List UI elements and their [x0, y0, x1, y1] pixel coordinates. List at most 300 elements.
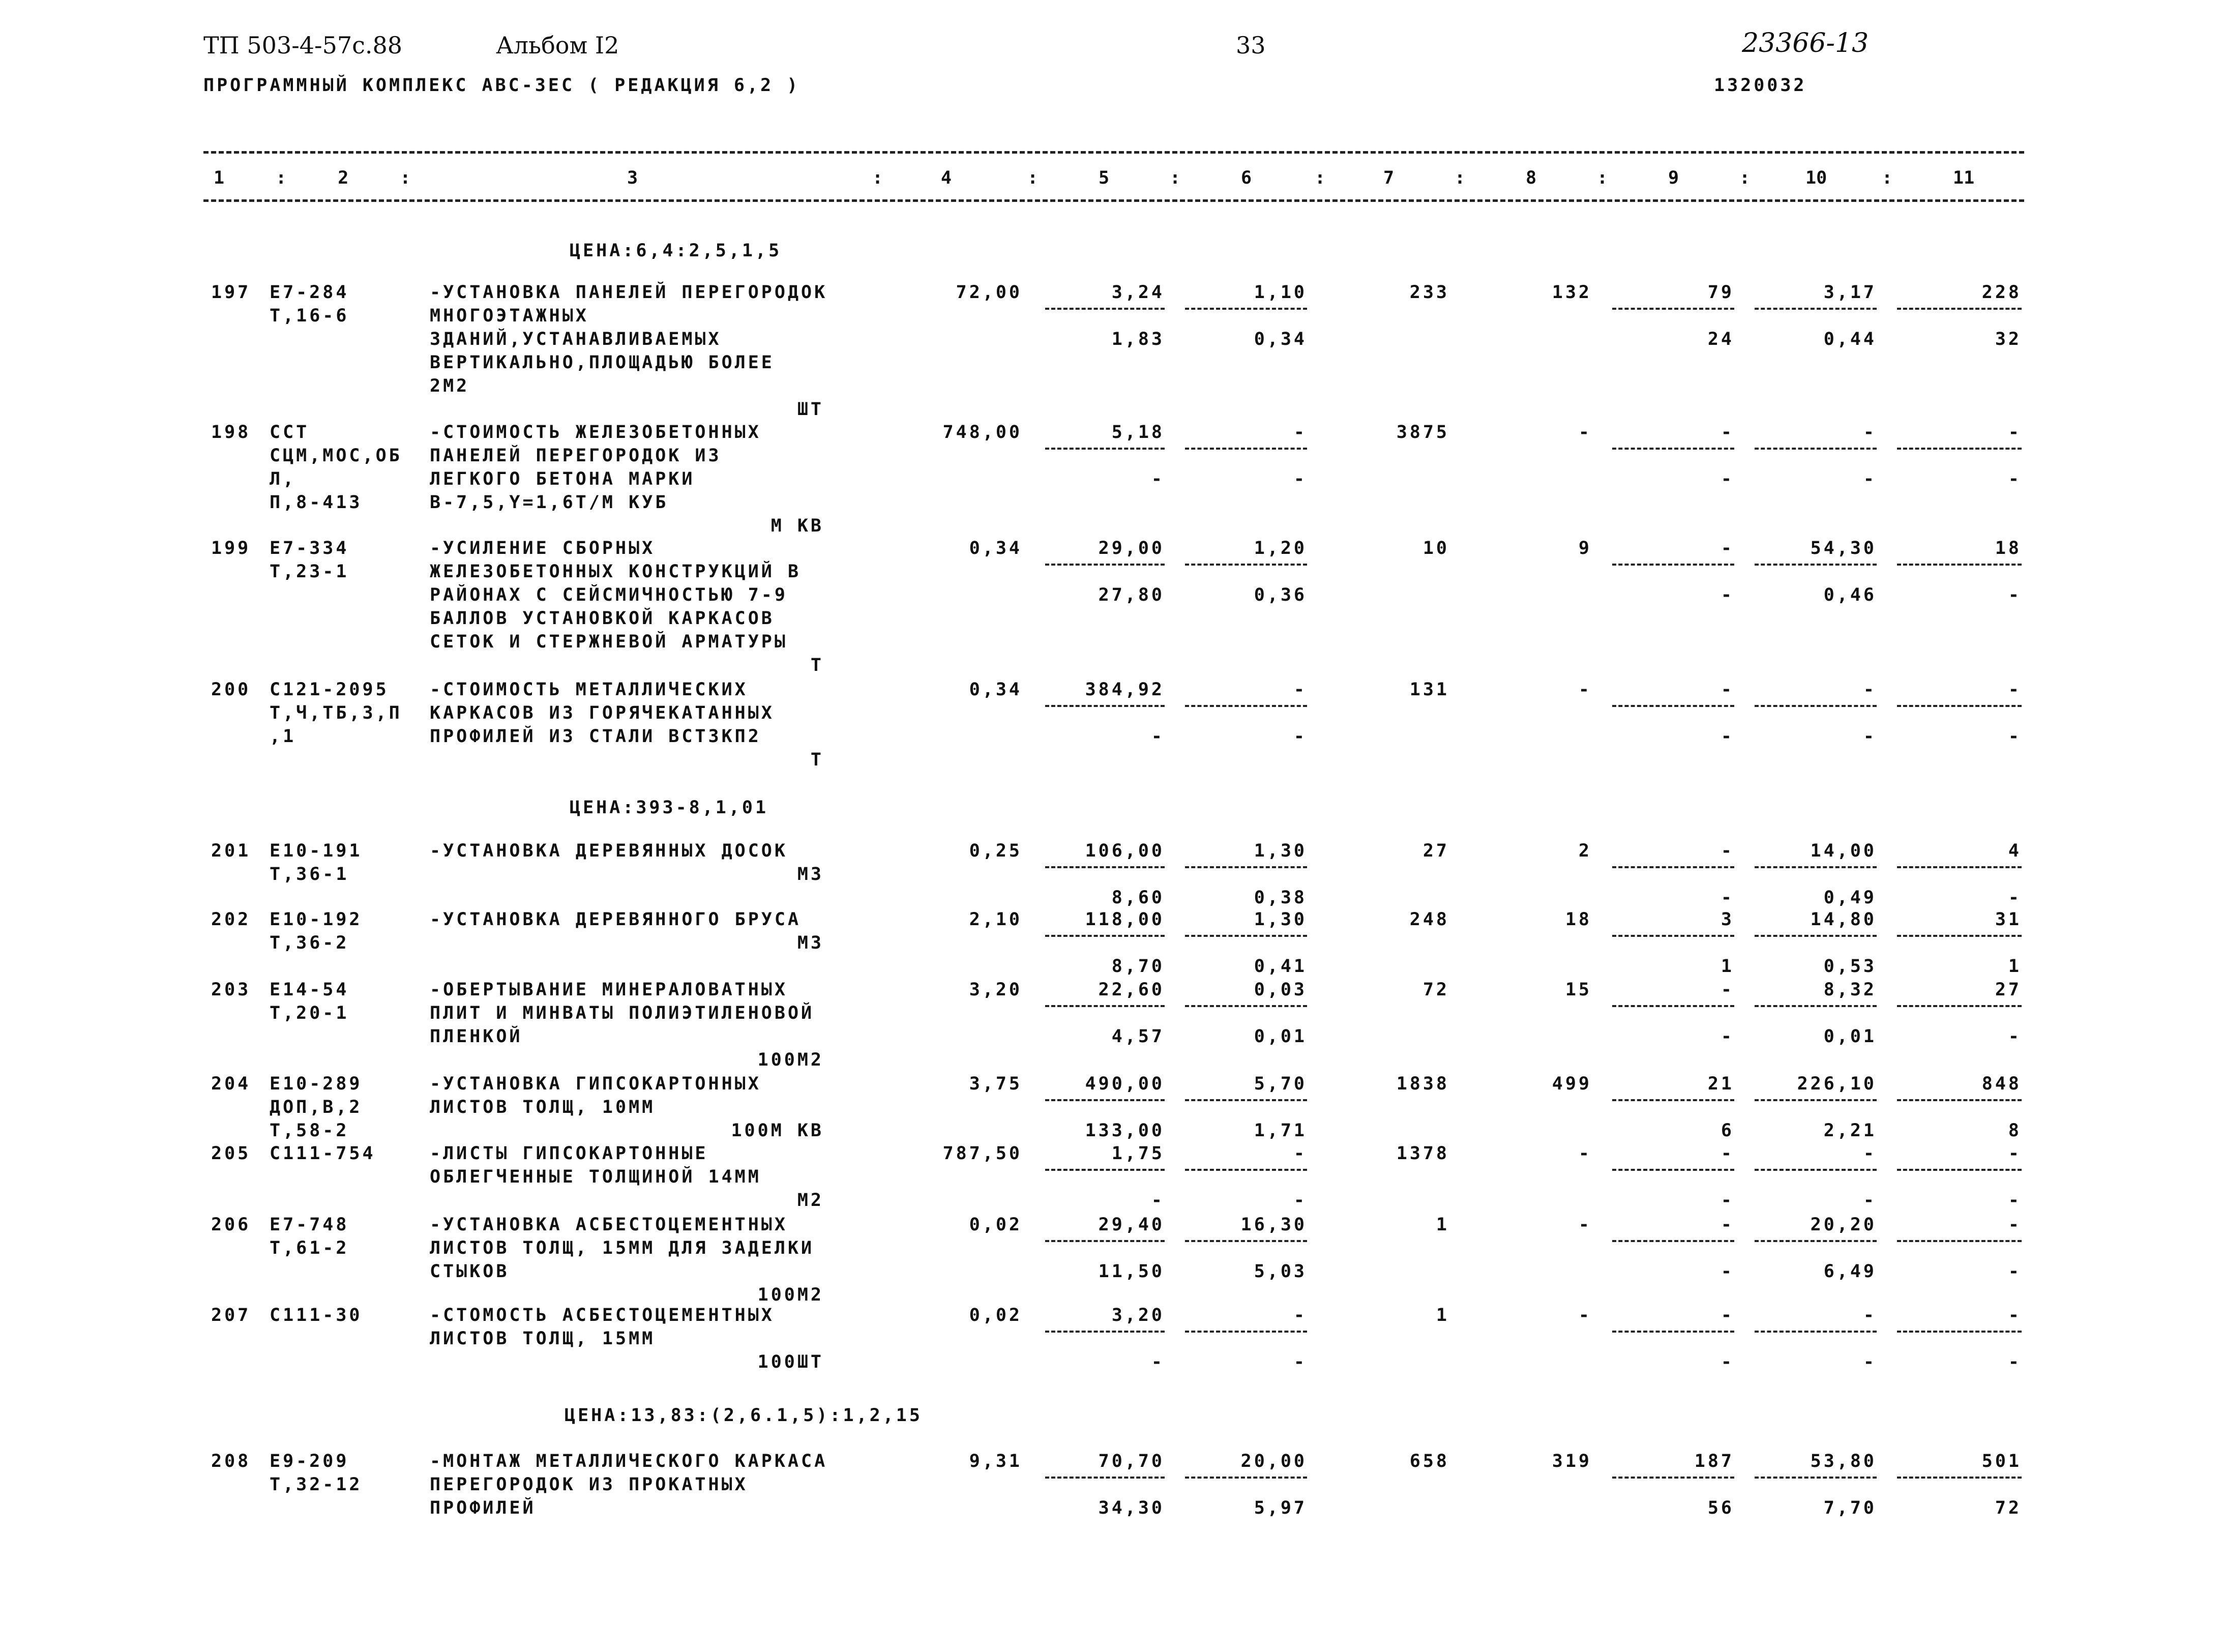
column-header-4: 4	[941, 168, 952, 188]
row-unit: ШТ	[797, 399, 824, 420]
row-c9-top: 79	[1707, 282, 1734, 303]
cell-divider	[1045, 705, 1165, 707]
row-c9-bottom: 24	[1707, 329, 1734, 349]
row-description: РАЙОНАХ С СЕЙСМИЧНОСТЬЮ 7-9	[430, 585, 788, 605]
row-description: -УСИЛЕНИЕ СБОРНЫХ	[430, 538, 656, 558]
row-col7: 658	[1409, 1451, 1449, 1471]
row-quantity: 2,10	[969, 909, 1022, 930]
row-unit: М КВ	[770, 516, 824, 536]
cell-divider	[1185, 1005, 1307, 1007]
cell-divider	[1755, 1099, 1877, 1101]
cell-divider	[1185, 1477, 1307, 1479]
row-c11-bottom: -	[2008, 726, 2022, 747]
row-col7: 248	[1409, 909, 1449, 930]
row-description: ПЛИТ И МИНВАТЫ ПОЛИЭТИЛЕНОВОЙ	[430, 1003, 815, 1023]
cell-divider	[1897, 1477, 2022, 1479]
row-c5-top: 3,24	[1111, 282, 1165, 303]
row-c6-bottom: 0,01	[1254, 1026, 1307, 1047]
price-label: ЦЕНА:13,83:(2,6.1,5):1,2,15	[565, 1405, 923, 1426]
row-c5-bottom: 1,83	[1111, 329, 1165, 349]
row-c11-top: -	[2008, 1305, 2022, 1325]
column-sep: :	[1455, 168, 1466, 188]
row-unit: М3	[797, 933, 824, 953]
row-c9-top: -	[1721, 538, 1734, 558]
row-code: Т,32-12	[270, 1474, 363, 1495]
row-c11-top: 501	[1981, 1451, 2022, 1471]
column-header-7: 7	[1383, 168, 1395, 188]
cell-divider	[1897, 935, 2022, 937]
cell-divider	[1185, 448, 1307, 450]
row-col8: -	[1578, 1305, 1592, 1325]
row-description: -СТОИМОСТЬ ЖЕЛЕЗОБЕТОННЫХ	[430, 422, 761, 442]
row-c10-top: -	[1863, 1143, 1877, 1164]
row-c11-bottom: 1	[2008, 956, 2022, 977]
row-description: БАЛЛОВ УСТАНОВКОЙ КАРКАСОВ	[430, 608, 775, 629]
row-c9-top: -	[1721, 1305, 1734, 1325]
row-code: Е10-289	[270, 1074, 363, 1094]
row-code: С111-754	[270, 1143, 376, 1164]
row-c9-top: -	[1721, 980, 1734, 1000]
row-c10-top: 14,00	[1810, 841, 1877, 861]
column-header-6: 6	[1241, 168, 1252, 188]
cell-divider	[1045, 1099, 1165, 1101]
row-number: 201	[211, 841, 251, 861]
row-description: ПЕРЕГОРОДОК ИЗ ПРОКАТНЫХ	[430, 1474, 748, 1495]
row-code: П,8-413	[270, 492, 363, 513]
row-c6-top: 5,70	[1254, 1074, 1307, 1094]
cell-divider	[1045, 564, 1165, 566]
row-c5-bottom: 8,70	[1111, 956, 1165, 977]
row-c6-top: -	[1293, 680, 1307, 700]
cell-divider	[1897, 866, 2022, 868]
program-label: ПРОГРАММНЫЙ КОМПЛЕКС АВС-3ЕС ( РЕДАКЦИЯ 6,2 )	[203, 75, 801, 96]
row-c10-bottom: -	[1863, 1190, 1877, 1211]
row-c9-top: -	[1721, 841, 1734, 861]
row-c10-bottom: 0,49	[1823, 888, 1877, 908]
row-code: Т,61-2	[270, 1238, 349, 1258]
cell-divider	[1755, 1240, 1877, 1242]
row-c10-bottom: 6,49	[1823, 1261, 1877, 1282]
row-c9-top: 21	[1707, 1074, 1734, 1094]
row-c5-bottom: -	[1151, 1190, 1165, 1211]
row-quantity: 748,00	[942, 422, 1022, 442]
row-c11-top: 18	[1995, 538, 2022, 558]
row-code: Т,Ч,ТБ,3,П	[270, 703, 402, 723]
cell-divider	[1185, 1169, 1307, 1171]
row-quantity: 9,31	[969, 1451, 1022, 1471]
row-c11-top: -	[2008, 422, 2022, 442]
row-number: 205	[211, 1143, 251, 1164]
row-code: Е7-284	[270, 282, 349, 303]
row-c10-top: 20,20	[1810, 1215, 1877, 1235]
cell-divider	[1185, 1240, 1307, 1242]
cell-divider	[1897, 308, 2022, 310]
row-description: ПРОФИЛЕЙ	[430, 1498, 536, 1518]
row-c6-top: 1,30	[1254, 841, 1307, 861]
cell-divider	[1185, 866, 1307, 868]
row-quantity: 0,25	[969, 841, 1022, 861]
row-c5-top: 22,60	[1098, 980, 1165, 1000]
row-c10-bottom: 2,21	[1823, 1120, 1877, 1141]
row-description: ЛЕГКОГО БЕТОНА МАРКИ	[430, 469, 695, 489]
cell-divider	[1897, 1169, 2022, 1171]
cell-divider	[1185, 935, 1307, 937]
row-col8: 18	[1565, 909, 1592, 930]
row-c6-bottom: 0,34	[1254, 329, 1307, 349]
row-col8: 319	[1552, 1451, 1592, 1471]
row-quantity: 0,34	[969, 680, 1022, 700]
row-c10-top: -	[1863, 1305, 1877, 1325]
row-c6-bottom: 0,38	[1254, 888, 1307, 908]
row-c11-bottom: -	[2008, 469, 2022, 489]
row-c11-top: 4	[2008, 841, 2022, 861]
cell-divider	[1045, 935, 1165, 937]
row-c6-top: -	[1293, 1305, 1307, 1325]
column-sep: :	[1315, 168, 1326, 188]
row-c11-bottom: -	[2008, 1261, 2022, 1282]
row-c6-top: -	[1293, 1143, 1307, 1164]
row-code: ДОП,В,2	[270, 1097, 363, 1117]
row-number: 197	[211, 282, 251, 303]
column-header-10: 10	[1805, 168, 1827, 188]
row-col7: 10	[1422, 538, 1449, 558]
row-c9-bottom: 1	[1721, 956, 1734, 977]
column-header-1-2: 1 : 2 :	[214, 168, 431, 188]
cell-divider	[1755, 1477, 1877, 1479]
row-c9-bottom: -	[1721, 1026, 1734, 1047]
row-c9-bottom: 56	[1707, 1498, 1734, 1518]
row-c9-top: -	[1721, 1215, 1734, 1235]
row-c11-bottom: -	[2008, 1352, 2022, 1372]
row-c6-bottom: -	[1293, 1352, 1307, 1372]
row-code: Т,20-1	[270, 1003, 349, 1023]
row-code: Т,16-6	[270, 306, 349, 326]
column-sep: :	[1882, 168, 1893, 188]
row-c11-bottom: -	[2008, 1026, 2022, 1047]
row-c10-bottom: 0,01	[1823, 1026, 1877, 1047]
row-number: 208	[211, 1451, 251, 1471]
cell-divider	[1612, 935, 1734, 937]
row-code: Л,	[270, 469, 297, 489]
row-unit: 100М2	[757, 1285, 824, 1305]
row-c10-bottom: 7,70	[1823, 1498, 1877, 1518]
row-c11-top: 228	[1981, 282, 2022, 303]
row-c6-top: 1,30	[1254, 909, 1307, 930]
row-c5-top: 1,75	[1111, 1143, 1165, 1164]
cell-divider	[1185, 1331, 1307, 1333]
row-col7: 3875	[1396, 422, 1449, 442]
album-label: Альбом I2	[496, 32, 619, 59]
row-description: -СТОИМОСТЬ МЕТАЛЛИЧЕСКИХ	[430, 680, 748, 700]
row-description: ВЕРТИКАЛЬНО,ПЛОЩАДЬЮ БОЛЕЕ	[430, 352, 775, 373]
row-c11-top: -	[2008, 680, 2022, 700]
row-quantity: 3,20	[969, 980, 1022, 1000]
cell-divider	[1755, 1331, 1877, 1333]
row-c9-bottom: 6	[1721, 1120, 1734, 1141]
row-c5-top: 29,00	[1098, 538, 1165, 558]
row-number: 202	[211, 909, 251, 930]
column-header-11: 11	[1953, 168, 1975, 188]
row-c9-bottom: -	[1721, 888, 1734, 908]
row-c6-bottom: 0,36	[1254, 585, 1307, 605]
row-description: -МОНТАЖ МЕТАЛЛИЧЕСКОГО КАРКАСА	[430, 1451, 828, 1471]
row-description: -УСТАНОВКА ПАНЕЛЕЙ ПЕРЕГОРОДОК	[430, 282, 828, 303]
row-c9-bottom: -	[1721, 726, 1734, 747]
row-col7: 1	[1436, 1305, 1449, 1325]
row-quantity: 72,00	[956, 282, 1022, 303]
cell-divider	[1045, 1331, 1165, 1333]
row-code: С121-2095	[270, 680, 389, 700]
column-sep: :	[1597, 168, 1608, 188]
row-description: КАРКАСОВ ИЗ ГОРЯЧЕКАТАННЫХ	[430, 703, 775, 723]
row-description: -УСТАНОВКА АСБЕСТОЦЕМЕНТНЫХ	[430, 1215, 788, 1235]
row-c6-top: 0,03	[1254, 980, 1307, 1000]
cell-divider	[1612, 1331, 1734, 1333]
row-number: 206	[211, 1215, 251, 1235]
row-col8: 15	[1565, 980, 1592, 1000]
row-c10-top: 53,80	[1810, 1451, 1877, 1471]
cell-divider	[1755, 705, 1877, 707]
cell-divider	[1612, 1240, 1734, 1242]
cell-divider	[1045, 1005, 1165, 1007]
table-top-rule	[203, 151, 2024, 154]
row-c9-top: 187	[1694, 1451, 1734, 1471]
row-c10-bottom: -	[1863, 1352, 1877, 1372]
row-c11-bottom: 32	[1995, 329, 2022, 349]
row-c11-top: 27	[1995, 980, 2022, 1000]
row-c10-bottom: 0,53	[1823, 956, 1877, 977]
cell-divider	[1897, 1240, 2022, 1242]
cell-divider	[1045, 1477, 1165, 1479]
row-col8: -	[1578, 1143, 1592, 1164]
row-code: Е7-334	[270, 538, 349, 558]
row-c5-bottom: 27,80	[1098, 585, 1165, 605]
row-col8: 2	[1578, 841, 1592, 861]
cell-divider	[1897, 448, 2022, 450]
row-col8: 9	[1578, 538, 1592, 558]
cell-divider	[1755, 1005, 1877, 1007]
row-c5-bottom: -	[1151, 1352, 1165, 1372]
cell-divider	[1897, 705, 2022, 707]
row-description: ПАНЕЛЕЙ ПЕРЕГОРОДОК ИЗ	[430, 446, 722, 466]
cell-divider	[1045, 308, 1165, 310]
row-code: ССТ	[270, 422, 310, 442]
row-description: ЗДАНИЙ,УСТАНАВЛИВАЕМЫХ	[430, 329, 722, 349]
row-col7: 1	[1436, 1215, 1449, 1235]
row-c5-top: 70,70	[1098, 1451, 1165, 1471]
row-c6-top: 1,20	[1254, 538, 1307, 558]
row-c10-top: 3,17	[1823, 282, 1877, 303]
row-col8: 132	[1552, 282, 1592, 303]
row-c9-bottom: -	[1721, 1352, 1734, 1372]
code-label: 1320032	[1714, 75, 1807, 96]
row-description: -УСТАНОВКА ДЕРЕВЯННОГО БРУСА	[430, 909, 802, 930]
row-code: Т,23-1	[270, 562, 349, 582]
column-header-3: 3	[627, 168, 638, 188]
row-c5-bottom: 133,00	[1085, 1120, 1165, 1141]
cell-divider	[1612, 1477, 1734, 1479]
row-code: Е9-209	[270, 1451, 349, 1471]
row-description: МНОГОЭТАЖНЫХ	[430, 306, 589, 326]
row-unit: Т	[810, 750, 824, 770]
row-number: 207	[211, 1305, 251, 1325]
row-c6-bottom: 1,71	[1254, 1120, 1307, 1141]
cell-divider	[1045, 1240, 1165, 1242]
cell-divider	[1185, 308, 1307, 310]
row-c6-top: 1,10	[1254, 282, 1307, 303]
cell-divider	[1612, 1169, 1734, 1171]
row-c9-bottom: -	[1721, 469, 1734, 489]
row-c10-top: 14,80	[1810, 909, 1877, 930]
row-code: ,1	[270, 726, 297, 747]
row-number: 204	[211, 1074, 251, 1094]
row-c10-top: 8,32	[1823, 980, 1877, 1000]
row-c5-top: 118,00	[1085, 909, 1165, 930]
row-description: -УСТАНОВКА ГИПСОКАРТОННЫХ	[430, 1074, 761, 1094]
row-quantity: 3,75	[969, 1074, 1022, 1094]
row-code: С111-30	[270, 1305, 363, 1325]
cell-divider	[1897, 1331, 2022, 1333]
cell-divider	[1045, 866, 1165, 868]
row-c9-top: -	[1721, 422, 1734, 442]
row-col8: 499	[1552, 1074, 1592, 1094]
column-header-9: 9	[1668, 168, 1679, 188]
row-description: ОБЛЕГЧЕННЫЕ ТОЛЩИНОЙ 14ММ	[430, 1167, 761, 1187]
row-c6-bottom: -	[1293, 1190, 1307, 1211]
cell-divider	[1612, 705, 1734, 707]
cell-divider	[1612, 564, 1734, 566]
price-label: ЦЕНА:393-8,1,01	[570, 798, 769, 818]
doc-code: ТП 503-4-57с.88	[203, 32, 403, 59]
column-sep: :	[1170, 168, 1181, 188]
cell-divider	[1185, 1099, 1307, 1101]
row-c11-top: 31	[1995, 909, 2022, 930]
row-description: СЕТОК И СТЕРЖНЕВОЙ АРМАТУРЫ	[430, 632, 788, 652]
row-c11-bottom: -	[2008, 888, 2022, 908]
row-c10-bottom: 0,46	[1823, 585, 1877, 605]
row-code: Т,36-1	[270, 864, 349, 884]
row-c6-bottom: -	[1293, 726, 1307, 747]
row-unit: М2	[797, 1190, 824, 1211]
column-sep: :	[1739, 168, 1751, 188]
row-quantity: 0,34	[969, 538, 1022, 558]
cell-divider	[1045, 448, 1165, 450]
row-c9-top: -	[1721, 1143, 1734, 1164]
row-quantity: 0,02	[969, 1305, 1022, 1325]
row-description: ЛИСТОВ ТОЛЩ, 15ММ	[430, 1329, 656, 1349]
row-c5-top: 384,92	[1085, 680, 1165, 700]
row-c11-top: -	[2008, 1143, 2022, 1164]
column-sep: :	[1027, 168, 1039, 188]
row-description: -УСТАНОВКА ДЕРЕВЯННЫХ ДОСОК	[430, 841, 788, 861]
row-description: 2М2	[430, 376, 470, 396]
row-c6-bottom: 0,41	[1254, 956, 1307, 977]
cell-divider	[1612, 1005, 1734, 1007]
row-description: ЛИСТОВ ТОЛЩ, 15ММ ДЛЯ ЗАДЕЛКИ	[430, 1238, 815, 1258]
row-description: -СТОМОСТЬ АСБЕСТОЦЕМЕНТНЫХ	[430, 1305, 775, 1325]
row-c6-bottom: -	[1293, 469, 1307, 489]
cell-divider	[1755, 448, 1877, 450]
row-c5-top: 5,18	[1111, 422, 1165, 442]
row-c6-top: 20,00	[1240, 1451, 1307, 1471]
row-c6-top: 16,30	[1240, 1215, 1307, 1235]
row-code: Е14-54	[270, 980, 349, 1000]
cell-divider	[1755, 866, 1877, 868]
cell-divider	[1185, 705, 1307, 707]
row-c11-bottom: -	[2008, 1190, 2022, 1211]
row-description: В-7,5,Y=1,6Т/М КУБ	[430, 492, 669, 513]
row-c9-bottom: -	[1721, 1261, 1734, 1282]
row-code: Т,58-2	[270, 1120, 349, 1141]
row-col8: -	[1578, 1215, 1592, 1235]
cell-divider	[1897, 1005, 2022, 1007]
row-c6-bottom: 5,03	[1254, 1261, 1307, 1282]
row-c5-bottom: 8,60	[1111, 888, 1165, 908]
row-description: ЛИСТОВ ТОЛЩ, 10ММ	[430, 1097, 656, 1117]
cell-divider	[1612, 1099, 1734, 1101]
row-c11-top: -	[2008, 1215, 2022, 1235]
row-c11-bottom: 72	[1995, 1498, 2022, 1518]
row-c5-bottom: 34,30	[1098, 1498, 1165, 1518]
cell-divider	[1897, 564, 2022, 566]
column-header-8: 8	[1526, 168, 1537, 188]
cell-divider	[1612, 866, 1734, 868]
row-description: -ОБЕРТЫВАНИЕ МИНЕРАЛОВАТНЫХ	[430, 980, 788, 1000]
table-header-rule	[203, 199, 2024, 202]
column-sep: :	[872, 168, 883, 188]
row-quantity: 787,50	[942, 1143, 1022, 1164]
page-number: 33	[1236, 32, 1266, 59]
row-c10-top: -	[1863, 422, 1877, 442]
row-c5-top: 490,00	[1085, 1074, 1165, 1094]
cell-divider	[1185, 564, 1307, 566]
row-c5-top: 3,20	[1111, 1305, 1165, 1325]
row-number: 198	[211, 422, 251, 442]
row-c10-top: 226,10	[1797, 1074, 1877, 1094]
row-unit: М3	[797, 864, 824, 884]
row-c6-top: -	[1293, 422, 1307, 442]
row-col7: 233	[1409, 282, 1449, 303]
row-code: Е10-191	[270, 841, 363, 861]
row-c5-bottom: -	[1151, 726, 1165, 747]
row-code: СЦМ,МОС,ОБ	[270, 446, 402, 466]
row-c5-bottom: 11,50	[1098, 1261, 1165, 1282]
row-col7: 1838	[1396, 1074, 1449, 1094]
row-number: 199	[211, 538, 251, 558]
row-quantity: 0,02	[969, 1215, 1022, 1235]
cell-divider	[1612, 448, 1734, 450]
row-number: 203	[211, 980, 251, 1000]
row-unit: 100ШТ	[757, 1352, 824, 1372]
row-c10-top: -	[1863, 680, 1877, 700]
row-c9-top: 3	[1721, 909, 1734, 930]
row-description: СТЫКОВ	[430, 1261, 510, 1282]
cell-divider	[1755, 935, 1877, 937]
row-c5-top: 106,00	[1085, 841, 1165, 861]
cell-divider	[1755, 1169, 1877, 1171]
cell-divider	[1755, 308, 1877, 310]
row-col8: -	[1578, 422, 1592, 442]
row-c5-bottom: -	[1151, 469, 1165, 489]
row-description: ЖЕЛЕЗОБЕТОННЫХ КОНСТРУКЦИЙ В	[430, 562, 802, 582]
row-unit: Т	[810, 655, 824, 675]
column-header-5: 5	[1099, 168, 1110, 188]
row-c11-bottom: 8	[2008, 1120, 2022, 1141]
row-c9-top: -	[1721, 680, 1734, 700]
row-col7: 1378	[1396, 1143, 1449, 1164]
row-number: 200	[211, 680, 251, 700]
row-unit: 100М2	[757, 1050, 824, 1070]
